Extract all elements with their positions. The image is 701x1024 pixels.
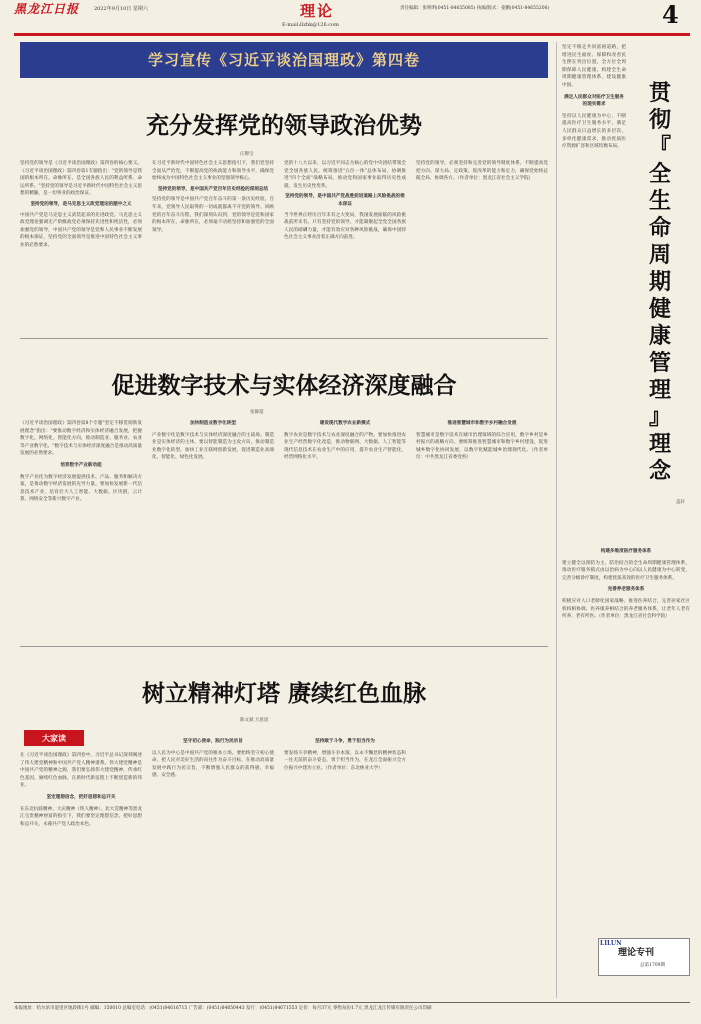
sidebar-title-char: 『 xyxy=(648,134,671,160)
article3-paragraph: 在《习近平谈治国理政》第四卷中，习近平总书记深刻阐述了伟大建党精神和中国共产党人精神谱系。伟大建党精神是中国共产党的精神之源，我们要弘扬伟大建党精神，传承红色基因，赓续红色血脉，在新时代新征程上不断创造新的伟业。 xyxy=(20,753,142,789)
article1-title: 充分发挥党的领导政治优势 xyxy=(146,112,422,139)
article3-subheading: 坚持敢于斗争，勇于担当作为 xyxy=(315,739,375,744)
column-badge-logo: LILUN xyxy=(600,940,622,947)
article1-paragraph: 当今世界正经历百年未有之大变局，我国发展面临的风险挑战前所未有。只有坚持党的领导，才能凝聚起全党全国各族人民的磅礴力量，才能有效应对各种风险挑战，确保中国特色社会主义事业沿着正确方向前进。 xyxy=(284,212,406,241)
sidebar-title-char: 周 xyxy=(648,242,671,268)
article3-column-3 xyxy=(284,738,406,996)
editor-info: 责任编辑：张明明(0451-84655085) 执编/版式：姜鹏(0451-84655206) xyxy=(400,6,550,11)
sidebar-title-char: 全 xyxy=(648,161,671,187)
section-title: 理论 xyxy=(300,2,335,20)
article2-paragraph: 数字产业化为数字经济发展提供技术、产品、服务和解决方案，是推动数字经济发展的先导力量。要加快发展新一代信息技术产业，培育壮大人工智能、大数据、区块链、云计算、网络安全等新兴数字产业。 xyxy=(20,474,142,503)
article2-paragraph: 智慧城市是数字技术在城市治理领域的综合应用，数字乡村是乡村振兴的战略方向。要统筹推进智慧城市和数字乡村建设，促进城乡数字化协同发展，以数字化赋能城乡治理现代化。（作者单位：中共黑龙江省委党校） xyxy=(416,432,548,461)
sidebar-divider xyxy=(556,42,557,998)
article3-subheading: 坚守初心使命，践行为民宗旨 xyxy=(183,739,243,744)
article-divider xyxy=(20,646,548,647)
article1-subheading: 坚持党的领导，是中国共产党百年历史经验的深刻总结 xyxy=(157,186,269,192)
footer-info: 本报地址：哈尔滨市道里区地段街1号 邮编：150010 总编室电话：(0451)84616715 广告部：(0451)84650443 发行：(0451)84671553 定价：每月37元 零售每份1.7元 黑龙江龙江传媒有限责任公司印刷 xyxy=(14,1006,432,1011)
sidebar-title-char: 健 xyxy=(648,296,671,322)
column-badge-title: 理论专刊 xyxy=(618,948,655,958)
article1-subheading: 坚持党的领导，是马克思主义政党理论的题中之义 xyxy=(30,201,132,207)
article3-paragraph: 要发扬斗争精神，增强斗争本领，以永不懈怠的精神状态和一往无前的奋斗姿态，勇于担当作为，在龙江全面振兴全方位振兴中建功立业。（作者单位：东北林业大学） xyxy=(284,750,406,771)
series-badge: 大家读 xyxy=(24,730,84,746)
sidebar-title-char: 康 xyxy=(648,323,671,349)
article1-paragraph: 坚持党的领导，必须坚持和完善党的领导制度体系，不断提高党把方向、谋大局、定政策、促改革的能力和定力，确保党始终总揽全局、协调各方。（作者单位：黑龙江省社会主义学院） xyxy=(416,161,548,182)
article1-paragraph: 坚持党的领导是中国共产党百年奋斗的第一条历史经验。百年来，党领导人民取得的一切成就都离不开党的领导。回顾党的百年奋斗历程，我们深刻认识到，党的领导是党和国家的根本所在、命脉所在，必须毫不动摇坚持和加强党的全面领导。 xyxy=(152,197,274,233)
column-badge-issue: 总第1709期 xyxy=(640,963,665,968)
article1-paragraph: 党的十八大以来，以习近平同志为核心的党中央团结带领全党全国各族人民，统筹推进"五位一体"总体布局，协调推进"四个全面"战略布局，推动党和国家事业取得历史性成就、发生历史性变革。 xyxy=(284,161,406,189)
issue-date: 2022年9月10日 星期六 xyxy=(94,6,148,12)
article1-column-3 xyxy=(284,160,406,332)
article2-subheading: 加快制造业数字化转型 xyxy=(190,421,236,426)
article2-paragraph: 产业数字化是数字技术与实体经济深度融合的主战场。制造业是实体经济的主体，要以智能制造为主攻方向，推动制造业数字化转型，加快工业互联网创新发展，促进制造业高端化、智能化、绿色化发展。 xyxy=(152,432,274,461)
article2-paragraph: 数字农业是数字技术与农业深度融合的产物。要加快推进农业生产经营数字化改造，推动物联网、大数据、人工智能等现代信息技术在农业生产中的应用，提升农业生产智能化、经营网络化水平。 xyxy=(284,432,406,461)
article1-paragraph: 坚持党的领导是《习近平谈治国理政》第四卷的核心要义。《习近平谈治国理政》第四卷第1专题指出："党的领导是我国的根本所在、命脉所在，是全国各族人民的利益所系、命运所系。"坚持党的领导是习近平新时代中国特色社会主义思想的精髓，是一切事业的政治保证。 xyxy=(20,161,142,197)
article3-title: 树立精神灯塔 赓续红色血脉 xyxy=(141,680,426,707)
sidebar-subheading: 满足人民群众对医疗卫生服务的现实需求 xyxy=(564,94,624,108)
article2-subheading: 培育数字产业新动能 xyxy=(60,462,102,468)
article1-paragraph: 中国共产党是马克思主义武装起来的先进政党。马克思主义政党理论强调无产阶级政党必须保持先进性和纯洁性，必须加强党的领导，中国共产党的领导是党和人民事业不断发展的根本保证，坚持党的全面领导是推进中国特色社会主义事业的必然要求。 xyxy=(20,212,142,248)
article1-paragraph: 在习近平新时代中国特色社会主义思想指引下，我们党坚持全面从严治党，不断提高党的执政能力和领导水平，确保党始终成为中国特色社会主义事业的坚强领导核心。 xyxy=(152,161,274,182)
footer-divider xyxy=(14,1002,690,1003)
sidebar-subheading: 完善养老服务体系 xyxy=(607,587,645,593)
sidebar-author: 盖轩 xyxy=(676,500,685,505)
article1-author: 庄穆宝 xyxy=(240,152,254,157)
article2-author: 张静超 xyxy=(250,410,264,415)
sidebar-title xyxy=(630,80,690,485)
article2-column-1 xyxy=(20,420,142,640)
article3-column-1 xyxy=(20,752,142,996)
sidebar-subheading: 构建多维度医疗服务体系 xyxy=(600,549,652,554)
sidebar-paragraph: 建立健全以预防为主、防治结合的全生命周期健康管理体系，推动医疗服务模式由以治病为中心向以人民健康为中心转变，完善分级诊疗制度，构建优质高效的医疗卫生服务体系。 xyxy=(562,560,690,581)
article1-subheading: 坚持党的领导，是中国共产党战胜前进道路上风险挑战的根本保证 xyxy=(285,194,405,207)
article-divider xyxy=(20,338,548,339)
sidebar-title-char: 生 xyxy=(648,188,671,214)
header-divider xyxy=(14,33,690,36)
article2-column-2 xyxy=(152,420,274,640)
page-number: 4 xyxy=(662,0,679,29)
sidebar-column-wide xyxy=(562,548,690,933)
sidebar-title-char: 管 xyxy=(648,350,671,376)
article1-column-1 xyxy=(20,160,142,332)
article2-paragraph: 《习近平谈治国理政》第四卷第8个专题"坚定不移贯彻新发展理念"指出："要推动数字经济和实体经济融合发展，把握数字化、网络化、智能化方向，推动制造业、服务业、农业等产业数字化。"数字技术与实体经济深度融合是推动高质量发展的必然要求。 xyxy=(20,421,142,457)
article2-column-3 xyxy=(284,420,406,640)
section-email: E-mail:llzhk@126.com xyxy=(282,22,339,28)
article2-subheading: 推进智慧城市和数字乡村融合发展 xyxy=(447,421,517,426)
sidebar-title-char: 念 xyxy=(648,458,671,484)
article2-subheading: 建设现代数字农业新模式 xyxy=(319,421,371,426)
article1-column-2 xyxy=(152,160,274,332)
newspaper-logo: 黑龙江日报 xyxy=(14,2,80,16)
sidebar-title-char: 期 xyxy=(648,269,671,295)
article3-paragraph: 以人民为中心是中国共产党的根本立场。要始终坚守初心使命，把人民对美好生活的向往作为奋斗目标，在推动高质量发展中践行为民宗旨，不断增强人民群众的获得感、幸福感、安全感。 xyxy=(152,750,274,779)
sidebar-title-char: 理 xyxy=(648,377,671,403)
sidebar-title-char: 』 xyxy=(648,404,671,430)
sidebar-title-char: 命 xyxy=(648,215,671,241)
sidebar-title-char: 理 xyxy=(648,431,671,457)
article2-column-4 xyxy=(416,420,548,640)
article3-subheading: 坚定理想信念，把好思想和总开关 xyxy=(46,794,116,800)
article3-author: 陈文斌 万思思 xyxy=(240,718,269,723)
article2-title: 促进数字技术与实体经济深度融合 xyxy=(111,372,457,399)
article3-column-2 xyxy=(152,738,274,996)
article3-paragraph: 在东北抗联精神、大庆精神（铁人精神）、北大荒精神等黑龙江宝贵精神财富的指引下，我们要坚定理想信念，把好思想和总开关，永葆共产党人政治本色。 xyxy=(20,806,142,827)
sidebar-paragraph: 积极应对人口老龄化国家战略，推进医养结合，完善居家社区机构相协调、医养康养相结合的养老服务体系，让老年人老有所养、老有所医。（作者单位：黑龙江省社会科学院） xyxy=(562,598,690,620)
sidebar-title-char: 贯 xyxy=(648,80,671,106)
banner-title: 学习宣传《习近平谈治国理政》第四卷 xyxy=(147,51,420,69)
sidebar-paragraph: 坚定不移走共同富裕道路，把增进民生福祉、保障和改善民生摆在突出位置，全方位全周期保障人民健康，构建全生命周期健康管理体系，建设健康中国。 xyxy=(562,45,626,88)
sidebar-title-char: 彻 xyxy=(648,107,671,133)
sidebar-column-narrow xyxy=(562,44,626,544)
sidebar-paragraph: 坚持以人民健康为中心，不断提高医疗卫生服务水平，满足人民群众日益增长的多层次、多样化健康需求，推动优质医疗资源扩容和区域均衡布局。 xyxy=(562,113,626,150)
article1-column-4 xyxy=(416,160,548,332)
